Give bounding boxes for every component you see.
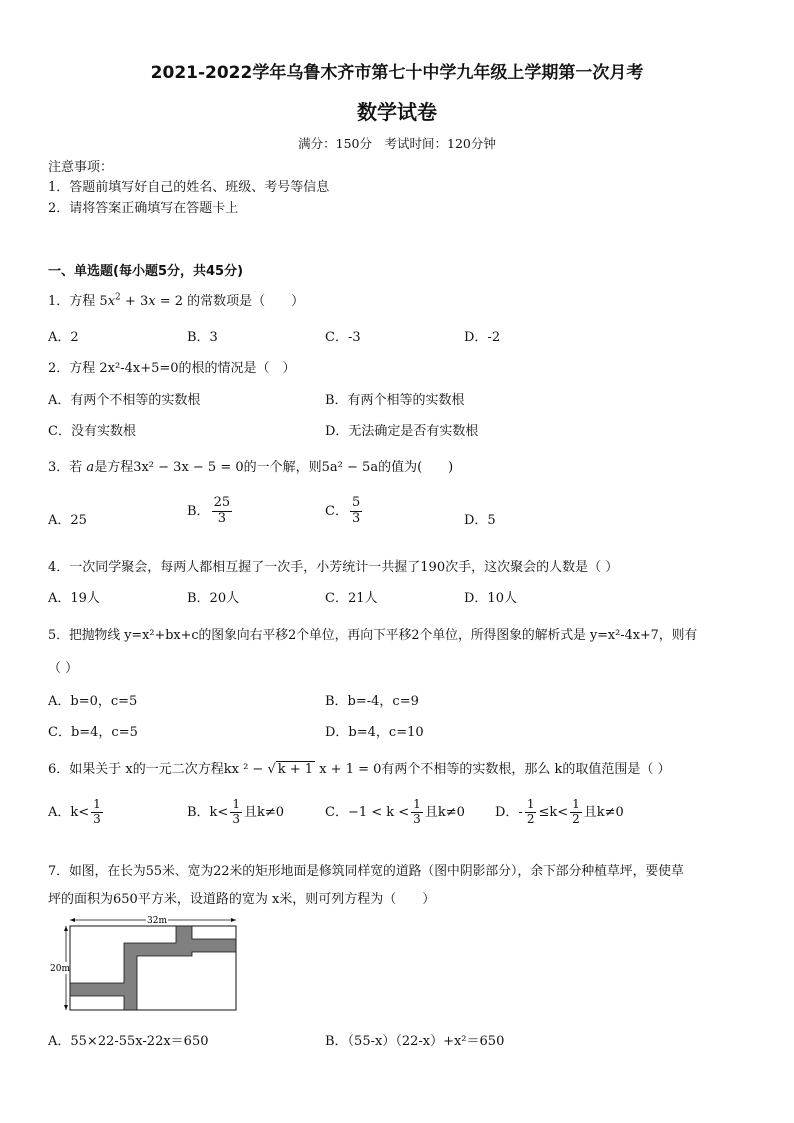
option-a[interactable]: A．19人 [48, 591, 100, 606]
notice-heading: 注意事项： [48, 160, 114, 175]
option-a[interactable]: A．25 [48, 513, 87, 528]
option-d[interactable]: D．-2 [464, 330, 501, 345]
question-7: 7．如图，在长为55米、宽为22米的矩形地面是修筑同样宽的道路（图中阴影部分），余下部分种植草坪，要使草 [48, 864, 684, 879]
width-label: 32m [147, 916, 167, 926]
arrow-icon [70, 918, 75, 922]
notice-item: 2．请将答案正确填写在答题卡上 [48, 201, 239, 216]
option-d[interactable]: D．- $\frac{1}{2}$ ≤k< $\frac{1}{2}$ 且k≠0 [495, 797, 624, 826]
option-b[interactable]: B．3 [187, 330, 218, 345]
option-d[interactable]: D．5 [464, 513, 496, 528]
option-c[interactable]: C．21人 [325, 591, 378, 606]
equation: 3x² − 3x − 5 = 0 [133, 460, 244, 475]
option-b[interactable]: B．有两个相等的实数根 [325, 393, 465, 408]
notice-item: 1．答题前填写好自己的姓名、班级、考号等信息 [48, 180, 330, 195]
question-7-line2: 坪的面积为650平方米，设道路的宽为 x米，则可列方程为（ ） [48, 892, 436, 907]
question-5: 5．把抛物线 y=x²+bx+c的图象向右平移2个单位，再向下平移2个单位，所得图象的解析式是 y=x²-4x+7，则有 [48, 628, 698, 643]
option-c[interactable]: C．没有实数根 [48, 424, 136, 439]
question-4: 4．一次同学聚会，每两人都相互握了一次手，小芳统计一共握了190次手，这次聚会的人数是（ ） [48, 560, 619, 575]
option-c[interactable]: C．−1 < k < $\frac{1}{3}$ 且k≠0 [325, 797, 465, 826]
option-b[interactable]: B．b=-4，c=9 [325, 694, 419, 709]
question-6: 6．如果关于 x的一元二次方程kx ² − √ k + 1 x + 1 = 0有两个不相等的实数根，那么 k的取值范围是（ ） [48, 762, 671, 777]
road-figure [46, 912, 246, 1018]
option-c[interactable]: C． $\frac{5}{3}$ [325, 495, 361, 526]
section-title: 一、单选题(每小题5分，共45分) [48, 264, 244, 279]
question-5-paren: （ ） [48, 661, 79, 676]
option-b[interactable]: B． $\frac{25}{3}$ [187, 495, 231, 526]
equation: kx ² − √ k + 1 x + 1 = 0 [223, 762, 382, 777]
option-a[interactable]: A．有两个不相等的实数根 [48, 393, 201, 408]
arrow-icon [231, 918, 236, 922]
option-c[interactable]: C．-3 [325, 330, 361, 345]
option-b[interactable]: B．k< $\frac{1}{3}$ 且k≠0 [187, 797, 285, 826]
question-1: 1．方程 $5x^2 + 3x = 2$ 的常数项是（ ） [48, 292, 305, 309]
equation: $5x^2 + 3x = 2$ [99, 292, 183, 309]
height-label: 20m [50, 964, 70, 974]
option-b[interactable]: B．20人 [187, 591, 240, 606]
expression: 5a² − 5a [321, 460, 379, 475]
exam-meta: 满分：150分 考试时间：120分钟 [298, 136, 496, 151]
option-d[interactable]: D．b=4，c=10 [325, 725, 424, 740]
exam-subtitle: 数学试卷 [357, 100, 437, 124]
option-b[interactable]: B．（55-x）（22-x）+x²＝650 [325, 1034, 505, 1049]
option-a[interactable]: A．k< $\frac{1}{3}$ [48, 797, 101, 826]
exam-title: 2021-2022学年乌鲁木齐市第七十中学九年级上学期第一次月考 [150, 63, 644, 83]
option-a[interactable]: A．b=0，c=5 [48, 694, 138, 709]
option-a[interactable]: A．2 [48, 330, 79, 345]
question-2: 2．方程 2x²-4x+5=0的根的情况是（ ） [48, 361, 296, 376]
arrow-icon [64, 926, 68, 931]
question-3: 3．若 a是方程3x² − 3x − 5 = 0的一个解，则5a² − 5a的值为( ) [48, 460, 454, 475]
option-d[interactable]: D．10人 [464, 591, 517, 606]
option-c[interactable]: C．b=4，c=5 [48, 725, 138, 740]
option-a[interactable]: A．55×22-55x-22x＝650 [48, 1034, 209, 1049]
option-d[interactable]: D．无法确定是否有实数根 [325, 424, 479, 439]
field-rectangle [70, 926, 236, 1010]
arrow-icon [64, 1005, 68, 1010]
